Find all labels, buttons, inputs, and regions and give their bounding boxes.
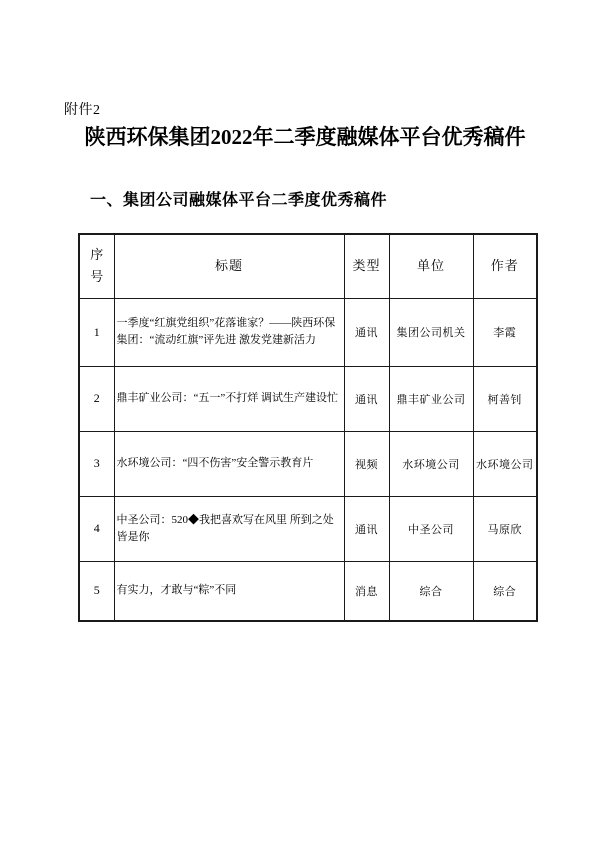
cell-type: 视频 [344, 431, 389, 496]
attachment-label: 附件2 [64, 103, 101, 118]
cell-type: 通讯 [344, 496, 389, 561]
cell-author: 水环境公司 [473, 431, 537, 496]
table-header-row [79, 234, 537, 298]
cell-unit: 水环境公司 [389, 431, 473, 496]
cell-unit: 综合 [389, 561, 473, 621]
cell-title: 有实力，才敢与“粽”不同 [114, 561, 344, 621]
cell-unit: 中圣公司 [389, 496, 473, 561]
cell-type: 通讯 [344, 366, 389, 431]
cell-no: 3 [79, 431, 114, 496]
cell-no: 1 [79, 298, 114, 366]
cell-no: 5 [79, 561, 114, 621]
cell-title: 中圣公司：520◆我把喜欢写在风里 所到之处皆是你 [114, 496, 344, 561]
col-header-no: 序号 [79, 234, 114, 298]
cell-no: 4 [79, 496, 114, 561]
cell-no: 2 [79, 366, 114, 431]
cell-title: 鼎丰矿业公司：“五一”不打烊 调试生产建设忙 [114, 366, 344, 431]
cell-title: 水环境公司：“四不伤害”安全警示教育片 [114, 431, 344, 496]
col-header-unit: 单位 [389, 234, 473, 298]
table-row [79, 496, 537, 561]
cell-author: 综合 [473, 561, 537, 621]
col-header-title: 标题 [114, 234, 344, 298]
cell-type: 消息 [344, 561, 389, 621]
cell-title: 一季度“红旗党组织”花落谁家？——陕西环保集团：“流动红旗”评先进 激发党建新活力 [114, 298, 344, 366]
cell-author: 李霞 [473, 298, 537, 366]
cell-unit: 鼎丰矿业公司 [389, 366, 473, 431]
table-row [79, 298, 537, 366]
cell-author: 柯善钊 [473, 366, 537, 431]
cell-type: 通讯 [344, 298, 389, 366]
table-row [79, 431, 537, 496]
table-row [79, 366, 537, 431]
document-title: 陕西环保集团2022年二季度融媒体平台优秀稿件 [84, 125, 526, 149]
cell-unit: 集团公司机关 [389, 298, 473, 366]
section-heading: 一、集团公司融媒体平台二季度优秀稿件 [90, 192, 388, 209]
articles-table [78, 233, 538, 622]
col-header-type: 类型 [344, 234, 389, 298]
cell-author: 马原欣 [473, 496, 537, 561]
col-header-author: 作者 [473, 234, 537, 298]
table-row [79, 561, 537, 621]
